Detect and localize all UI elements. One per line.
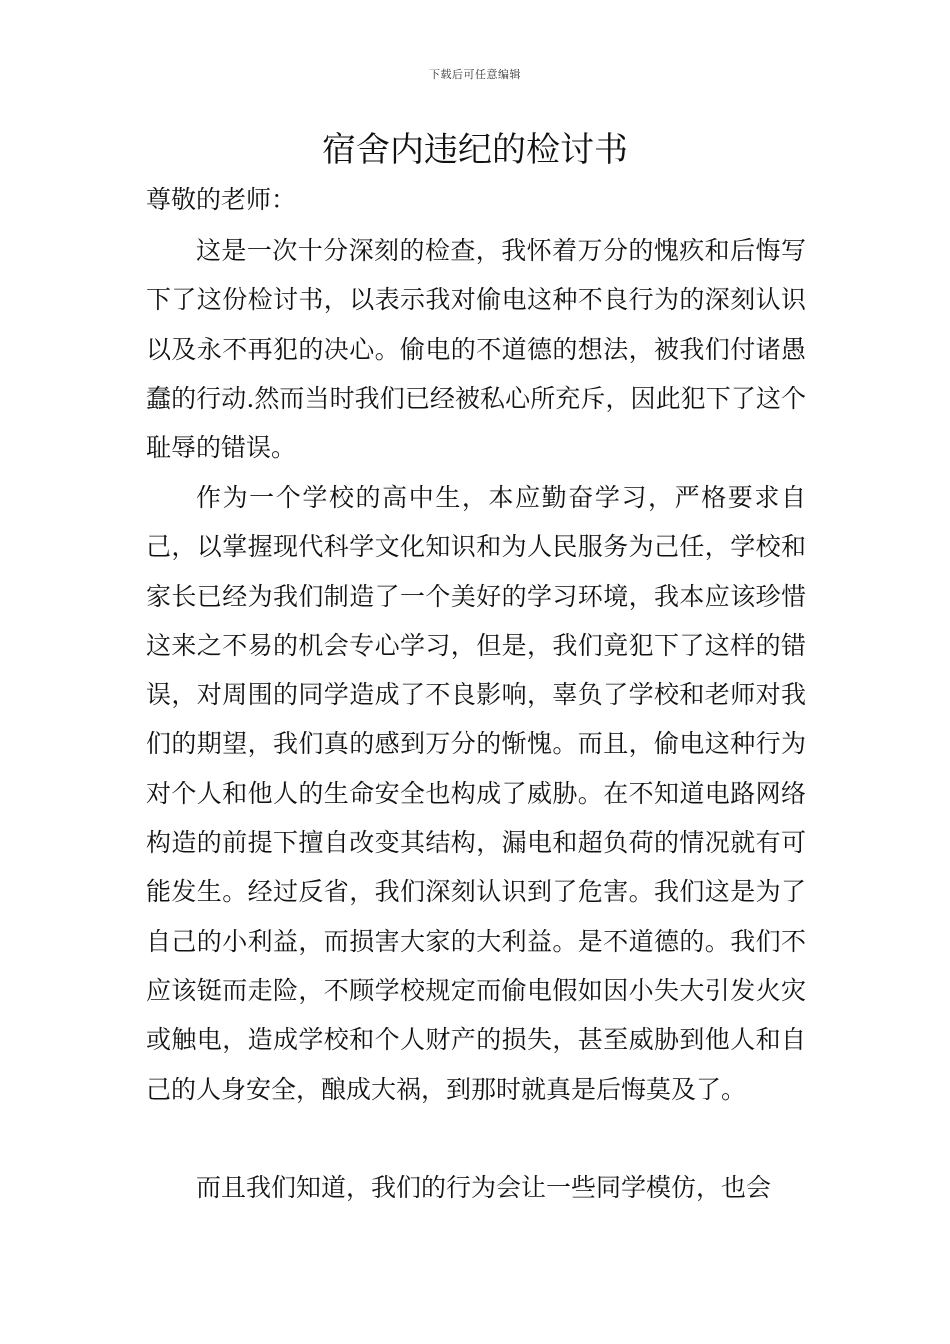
body-paragraph-3: 而且我们知道，我们的行为会让一些同学模仿，也会 bbox=[196, 1173, 772, 1202]
body-paragraph-1: 这是一次十分深刻的检查，我怀着万分的愧疚和后悔写下了这份检讨书，以表示我对偷电这种不良行为的深刻认识以及永不再犯的决心。偷电的不道德的想法，被我们付诸愚蠢的行动.然而当时我们已经被私心所充斥，因此犯下了这个耻辱的错误。 bbox=[146, 236, 806, 463]
header-note: 下载后可任意编辑 bbox=[429, 68, 521, 81]
document-title: 宿舍内违纪的检讨书 bbox=[322, 130, 628, 170]
salutation: 尊敬的老师： bbox=[146, 185, 297, 214]
body-paragraph-2: 作为一个学校的高中生，本应勤奋学习，严格要求自己，以掌握现代科学文化知识和为人民服务为己任，学校和家长已经为我们制造了一个美好的学习环境，我本应该珍惜这来之不易的机会专心学习，但是，我们竟犯下了这样的错误，对周围的同学造成了不良影响，辜负了学校和老师对我们的期望，我们真的感到万分的惭愧。而且，偷电这种行为对个人和他人的生命安全也构成了威胁。在不知道电路网络构造的前提下擅自改变其结构，漏电和超负荷的情况就有可能发生。经过反省，我们深刻认识到了危害。我们这是为了自己的小利益，而损害大家的大利益。是不道德的。我们不应该铤而走险，不顾学校规定而偷电假如因小失大引发火灾或触电，造成学校和个人财产的损失，甚至威胁到他人和自己的人身安全，酿成大祸，到那时就真是后悔莫及了。 bbox=[146, 483, 806, 1104]
